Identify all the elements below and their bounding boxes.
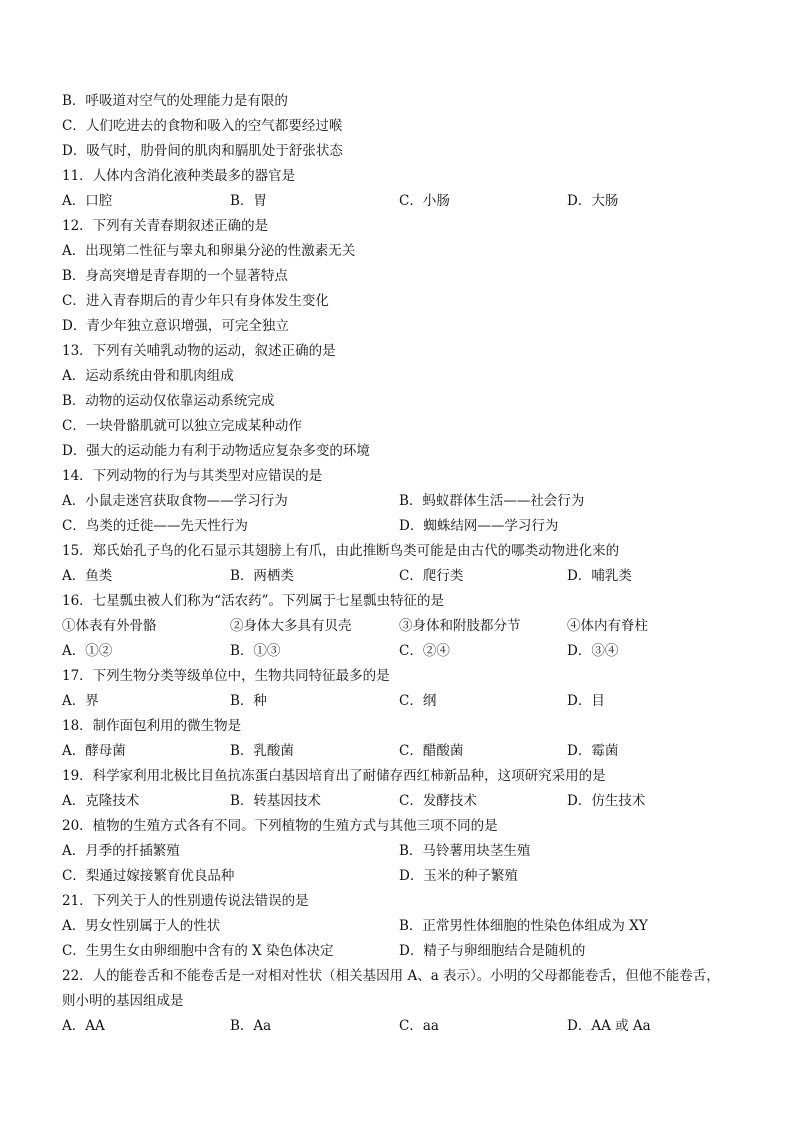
question-stem: 15．郑氏始孔子鸟的化石显示其翅膀上有爪，由此推断鸟类可能是由古代的哪类动物进化来的	[62, 543, 620, 559]
answer-option: A．①②	[62, 643, 113, 659]
question-stem: 18．制作面包利用的微生物是	[62, 718, 242, 734]
options-row	[62, 639, 742, 664]
answer-option: B．正常男性体细胞的性染色体组成为 XY	[399, 918, 648, 934]
question-stem: 14．下列动物的行为与其类型对应错误的是	[62, 468, 323, 484]
options-row	[62, 489, 742, 514]
answer-option: B．Aa	[230, 1018, 272, 1034]
answer-option: ①体表有外骨骼	[62, 618, 157, 634]
answer-option: C．梨通过嫁接繁育优良品种	[62, 868, 235, 884]
question-stem: 19．科学家利用北极比目鱼抗冻蛋白基因培育出了耐储存西红柿新品种，这项研究采用的是	[62, 768, 606, 784]
answer-option: D．玉米的种子繁殖	[399, 868, 518, 884]
answer-option: D．目	[567, 693, 605, 709]
answer-option: ④体内有脊柱	[567, 618, 648, 634]
answer-option: D．霉菌	[567, 743, 619, 759]
question-stem: 12．下列有关青春期叙述正确的是	[62, 218, 269, 234]
option-line: A．出现第二性征与睾丸和卵巢分泌的性激素无关	[62, 243, 356, 259]
options-row	[62, 564, 742, 589]
question-stem: 17．下列生物分类等级单位中，生物共同特征最多的是	[62, 668, 390, 684]
answer-option: A．男女性别属于人的性状	[62, 918, 221, 934]
answer-option: A．酵母菌	[62, 743, 126, 759]
question-stem: 20．植物的生殖方式各有不同。下列植物的生殖方式与其他三项不同的是	[62, 818, 498, 834]
options-row	[62, 864, 742, 889]
option-line: 则小明的基因组成是	[62, 993, 184, 1009]
answer-option: B．①③	[230, 643, 281, 659]
options-row	[62, 514, 742, 539]
answer-option: D．精子与卵细胞结合是随机的	[399, 943, 586, 959]
options-row	[62, 689, 742, 714]
answer-option: C．爬行类	[399, 568, 464, 584]
answer-option: D．AA 或 Aa	[567, 1018, 651, 1034]
answer-option: C．aa	[399, 1018, 439, 1034]
answer-option: B．马铃薯用块茎生殖	[399, 843, 531, 859]
answer-option: B．乳酸菌	[230, 743, 294, 759]
options-row	[62, 614, 742, 639]
options-row	[62, 939, 742, 964]
option-line: D．青少年独立意识增强，可完全独立	[62, 318, 289, 334]
answer-option: D．蜘蛛结网——学习行为	[399, 518, 559, 534]
answer-option: C．小肠	[399, 193, 450, 209]
question-stem: 11．人体内含消化液种类最多的器官是	[62, 168, 296, 184]
options-row	[62, 789, 742, 814]
answer-option: D．哺乳类	[567, 568, 632, 584]
option-line: C．进入青春期后的青少年只有身体发生变化	[62, 293, 329, 309]
answer-option: B．转基因技术	[230, 793, 321, 809]
option-line: B．身高突增是青春期的一个显著特点	[62, 268, 288, 284]
answer-option: C．发酵技术	[399, 793, 477, 809]
answer-option: A．口腔	[62, 193, 113, 209]
answer-option: D．③④	[567, 643, 619, 659]
answer-option: B．蚂蚁群体生活——社会行为	[399, 493, 585, 509]
option-line: C．一块骨骼肌就可以独立完成某种动作	[62, 418, 302, 434]
answer-option: A．月季的扦插繁殖	[62, 843, 180, 859]
question-stem: 13．下列有关哺乳动物的运动，叙述正确的是	[62, 343, 336, 359]
options-row	[62, 739, 742, 764]
options-row	[62, 189, 742, 214]
question-stem: 16．七星瓢虫被人们称为“活农药”。下列属于七星瓢虫特征的是	[62, 593, 444, 609]
answer-option: ②身体大多具有贝壳	[230, 618, 352, 634]
answer-option: C．醋酸菌	[399, 743, 464, 759]
answer-option: B．两栖类	[230, 568, 294, 584]
answer-option: B．种	[230, 693, 267, 709]
option-line: A．运动系统由骨和肌肉组成	[62, 368, 234, 384]
answer-option: D．仿生技术	[567, 793, 646, 809]
answer-option: C．纲	[399, 693, 437, 709]
option-line: B．呼吸道对空气的处理能力是有限的	[62, 93, 288, 109]
options-row	[62, 914, 742, 939]
answer-option: A．鱼类	[62, 568, 113, 584]
options-row	[62, 1014, 742, 1039]
answer-option: A．AA	[62, 1018, 105, 1034]
question-stem: 21．下列关于人的性别遗传说法错误的是	[62, 893, 309, 909]
answer-option: A．界	[62, 693, 99, 709]
exam-page	[62, 89, 742, 1039]
answer-option: C．②④	[399, 643, 450, 659]
answer-option: ③身体和附肢都分节	[399, 618, 521, 634]
option-line: D．强大的运动能力有利于动物适应复杂多变的环境	[62, 443, 370, 459]
option-line: C．人们吃进去的食物和吸入的空气都要经过喉	[62, 118, 343, 134]
options-row	[62, 839, 742, 864]
answer-option: C．鸟类的迁徙——先天性行为	[62, 518, 248, 534]
question-stem: 22．人的能卷舌和不能卷舌是一对相对性状（相关基因用 A、a 表示）。小明的父母都能卷舌，但他不能卷舌，	[62, 968, 720, 984]
answer-option: B．胃	[230, 193, 267, 209]
answer-option: A．克隆技术	[62, 793, 140, 809]
answer-option: D．大肠	[567, 193, 619, 209]
answer-option: C．生男生女由卵细胞中含有的 X 染色体决定	[62, 943, 334, 959]
option-line: B．动物的运动仅依靠运动系统完成	[62, 393, 275, 409]
answer-option: A．小鼠走迷宫获取食物——学习行为	[62, 493, 288, 509]
option-line: D．吸气时，肋骨间的肌肉和膈肌处于舒张状态	[62, 143, 343, 159]
